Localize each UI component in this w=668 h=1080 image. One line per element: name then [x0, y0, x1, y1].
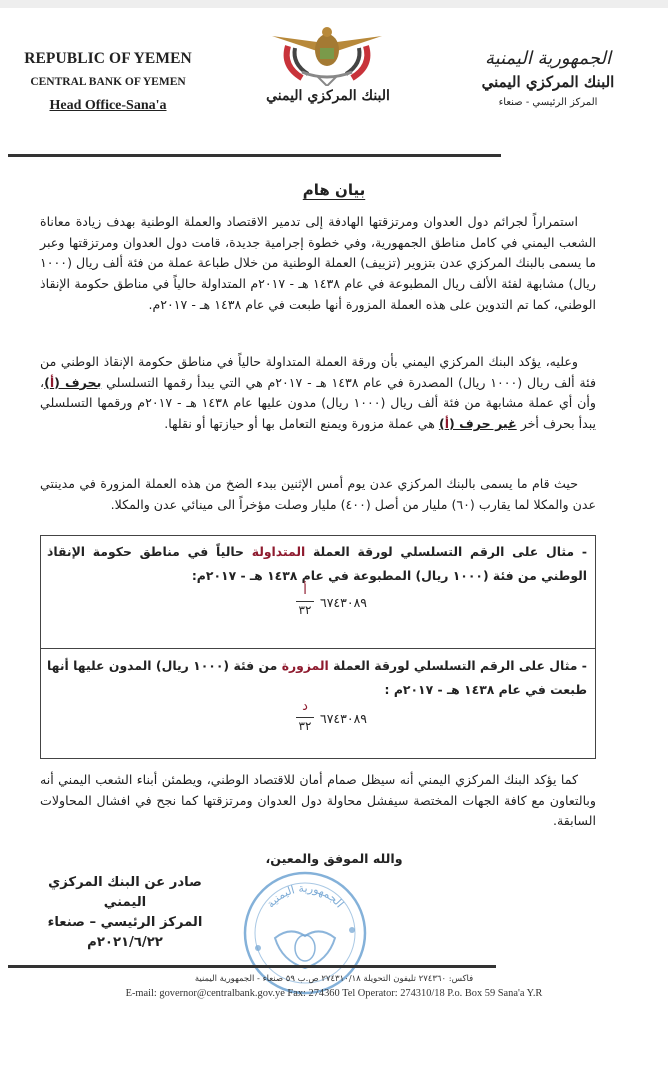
counterfeit-highlight: المزورة [281, 658, 329, 673]
genuine-example-text [47, 540, 587, 588]
box-divider [41, 648, 595, 649]
country-name-ar: الجمهورية اليمنية [484, 48, 612, 69]
counterfeit-serial-digits: ٦٧٤٣٠٨٩ [320, 711, 367, 726]
page-top-shade [0, 0, 668, 8]
counterfeit-serial-fraction [296, 699, 314, 733]
office-name-ar: المركز الرئيسي - صنعاء [498, 97, 598, 108]
genuine-serial-prefix: ٣٢ [298, 603, 312, 617]
paragraph-2-text-d: ، وأن أي عملة مشابهة من فئة ألف ريال (١٠٠٠ ريال) مدون عليها عام ١٤٣٨ هـ - ٢٠١٧م ورقمها التسلسلي يبدأ بحرف أخر [40, 374, 596, 432]
bank-name-en: CENTRAL BANK OF YEMEN [30, 76, 186, 88]
serial-examples-box [40, 535, 596, 759]
genuine-serial-letter: أ [303, 583, 307, 598]
letter-emphasis-1 [44, 375, 101, 390]
counterfeit-serial-prefix: ٣٢ [298, 719, 312, 733]
emblem-caption: البنك المركزي اليمني [266, 88, 390, 104]
paragraph-2-text-a: وعليه، يؤكد البنك المركزي اليمني بأن ورقة العملة المتداولة حالياً في مناطق حكومة الإنقاذ الوطني من فئة ألف ريال (١٠٠٠ ريال) المصدرة في عام ١٤٣٨ هـ - ٢٠١٧م هي التي يبدأ رقمها التسلسلي [40, 354, 596, 390]
letter-emphasis-2-prefix: غير حرف ( [449, 416, 517, 432]
genuine-serial-digits: ٦٧٤٣٠٨٩ [320, 595, 367, 610]
letterhead-english [18, 50, 198, 114]
serial-letter-alef-2: أ [444, 416, 450, 432]
office-name-en: Head Office-Sana'a [49, 98, 167, 113]
paragraph-1-text: استمراراً لجرائم دول العدوان ومرتزقتها الهادفة إلى تدمير الاقتصاد والعملة الوطنية بهدف زيادة معاناة الشعب اليمني في كامل مناطق الجمهورية، وفي خطوة إجرامية جديدة، قامت دول العدوان ومرتزقتها وعبر ما يسمى بالبنك المركزي عدن بتزوير (تزييف) العملة الوطنية من خلال طباعة عملة من فئة ألف ريال (١٠٠٠ ريال) مشابهة لفئة الألف ريال المطبوعة في عام ١٤٣٨ هـ - ٢٠١٧م المتداولة حالياً في مناطق حكومة الإنقاذ الوطني، كما تم التدوين على هذه العملة المزورة أنها طبعت في عام ١٤٣٨ هـ - ٢٠١٧م. [40, 214, 596, 312]
genuine-highlight: المتداولة [251, 544, 306, 559]
genuine-text-b: حالياً في مناطق حكومة الإنقاذ الوطني من فئة (١٠٠٠ ريال) المطبوعة في عام ١٤٣٨ هـ - ٢٠١٧م: [47, 544, 587, 583]
paragraph-2-text-g: هي عملة مزورة ويمنع التعامل بها أو حيازتها أو نقلها. [164, 416, 435, 432]
counterfeit-serial-number [296, 699, 406, 749]
paragraph-3-text: حيث قام ما يسمى بالبنك المركزي عدن يوم أمس الإثنين ببدء الضخ من هذه العملة المزورة في مدينتي عدن والمكلا لما يقارب (٦٠) مليار من أصل (٤٠٠) مليار وصلت مؤخراً الى مينائي عدن والمكلا. [40, 476, 596, 512]
letter-emphasis-2 [439, 416, 517, 431]
letter-emphasis-1-suffix: ) [44, 374, 50, 390]
paragraph-3 [40, 474, 596, 515]
footer-divider [8, 965, 496, 968]
signature-issuer: صادر عن البنك المركزي اليمني [48, 875, 202, 910]
fraction-bar [296, 717, 314, 718]
footer-contact-english: E-mail: governor@centralbank.gov.ye Fax: 274360 Tel Operator: 274310/18 P.o. Box 59 Sana'a Y.R [125, 988, 543, 999]
footer-contact-arabic: فاكس: ٢٧٤٣٦٠ تليفون التحويلة ٢٧٤٣١٠/١٨ ص.ب ٥٩ صنعاء - الجمهورية اليمنية [194, 974, 474, 984]
paragraph-4-text: كما يؤكد البنك المركزي اليمني أنه سيظل صمام أمان للاقتصاد الوطني، ويطمئن أبناء الشعب اليمني أنه وبالتعاون مع كافة الجهات المختصة سيفشل محاولة دول العدوان ومرتزقتها كما نجح في افشال المحاولات السابقة. [40, 772, 596, 829]
paragraph-4 [40, 770, 596, 832]
serial-letter-alef-1: أ [49, 374, 55, 390]
bank-name-ar: البنك المركزي اليمني [481, 73, 615, 91]
signature-block [40, 873, 210, 953]
counterfeit-example-text [47, 654, 587, 702]
counterfeit-serial-letter: د [302, 699, 308, 714]
svg-text:الجمهورية اليمنية [264, 882, 346, 911]
signature-date: ٢٠٢١/٦/٢٢م [87, 935, 163, 950]
yemen-eagle-emblem-icon [262, 22, 392, 86]
paragraph-2 [40, 352, 596, 435]
genuine-text-a: - مثال على الرقم التسلسلي لورقة العملة [312, 544, 587, 559]
country-name-en: REPUBLIC OF YEMEN [24, 50, 192, 67]
header-divider [8, 154, 501, 157]
paragraph-1 [40, 212, 596, 316]
signature-office: المركز الرئيسي – صنعاء [47, 915, 203, 930]
fraction-bar [296, 601, 314, 602]
letterhead-arabic [458, 48, 638, 108]
counterfeit-text-b: من فئة (١٠٠٠ ريال) المدون عليها أنها طبعت في عام ١٤٣٨ هـ - ٢٠١٧م : [47, 658, 587, 697]
title-text: بيان هام [302, 181, 366, 199]
document-title [0, 181, 668, 199]
genuine-serial-fraction [296, 583, 314, 617]
letter-emphasis-2-suffix: ) [438, 416, 445, 432]
counterfeit-text-a: - مثال على الرقم التسلسلي لورقة العملة [333, 658, 587, 673]
letter-emphasis-1-prefix: بحرف ( [54, 374, 102, 390]
closing-phrase: والله الموفق والمعين، [265, 851, 403, 866]
genuine-serial-number [296, 583, 406, 633]
stamp-text: الجمهورية اليمنية [263, 881, 347, 911]
